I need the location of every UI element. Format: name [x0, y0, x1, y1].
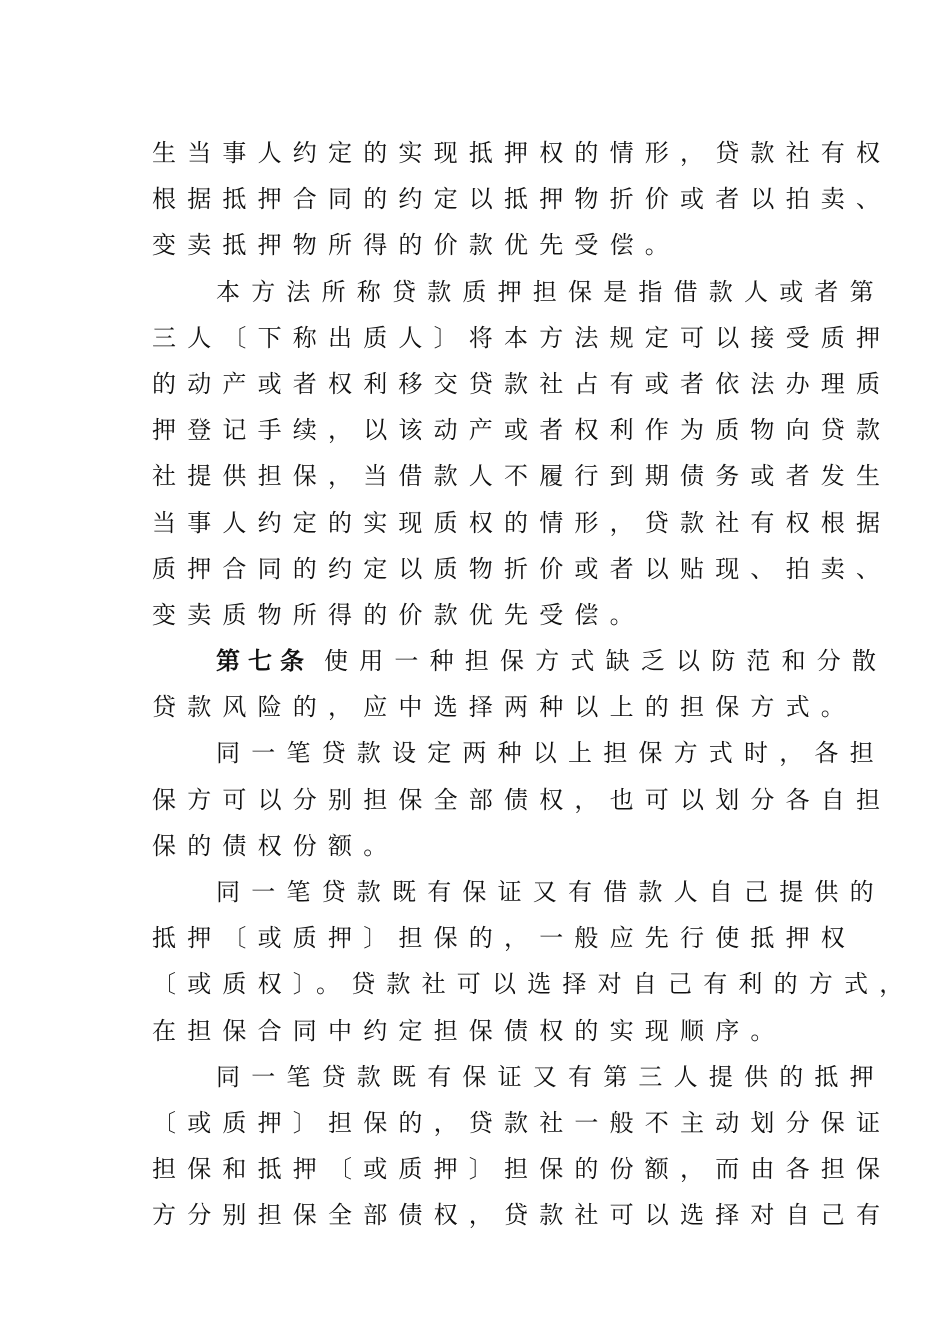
text-line: 变卖抵押物所得的价款优先受偿。	[152, 231, 680, 260]
text-line: 当事人约定的实现质权的情形，贷款社有权根据	[152, 508, 892, 537]
text-line: 使用一种担保方式缺乏以防范和分散	[324, 647, 888, 676]
article-heading: 第七条	[216, 646, 312, 676]
text-line: 变卖质物所得的价款优先受偿。	[152, 600, 645, 629]
text-line: 本方法所称贷款质押担保是指借款人或者第	[216, 277, 885, 306]
text-line: 根据抵押合同的约定以抵押物折价或者以拍卖、	[152, 185, 892, 214]
text-line: 押登记手续，以该动产或者权利作为质物向贷款	[152, 416, 892, 445]
text-line: 同一笔贷款既有保证又有借款人自己提供的	[216, 878, 885, 906]
text-line: 〔或质押〕担保的，贷款社一般不主动划分保证	[152, 1108, 892, 1137]
article-line	[152, 638, 888, 684]
text-line: 方分别担保全部债权，贷款社可以选择对自己有	[152, 1201, 892, 1230]
text-line: 同一笔贷款设定两种以上担保方式时，各担	[216, 739, 885, 768]
text-line: 生当事人约定的实现抵押权的情形，贷款社有权	[152, 139, 892, 167]
text-line: 三人〔下称出质人〕将本方法规定可以接受质押	[152, 323, 892, 352]
text-line: 同一笔贷款既有保证又有第三人提供的抵押	[216, 1062, 885, 1091]
text-line: 保方可以分别担保全部债权，也可以划分各自担	[152, 785, 892, 814]
text-line: 〔或质权〕。贷款社可以选择对自己有利的方式，	[152, 970, 915, 999]
text-line: 的动产或者权利移交贷款社占有或者依法办理质	[152, 369, 892, 398]
text-line: 质押合同的约定以质物折价或者以贴现、拍卖、	[152, 554, 892, 583]
text-line: 贷款风险的，应中选择两种以上的担保方式。	[152, 693, 856, 722]
text-line: 担保和抵押〔或质押〕担保的份额，而由各担保	[152, 1155, 892, 1184]
document-body	[152, 130, 915, 1239]
text-line: 保的债权份额。	[152, 831, 399, 860]
text-line: 在担保合同中约定担保债权的实现顺序。	[152, 1016, 786, 1045]
text-line: 抵押〔或质押〕担保的，一般应先行使抵押权	[152, 924, 856, 953]
text-line: 社提供担保，当借款人不履行到期债务或者发生	[152, 462, 892, 491]
